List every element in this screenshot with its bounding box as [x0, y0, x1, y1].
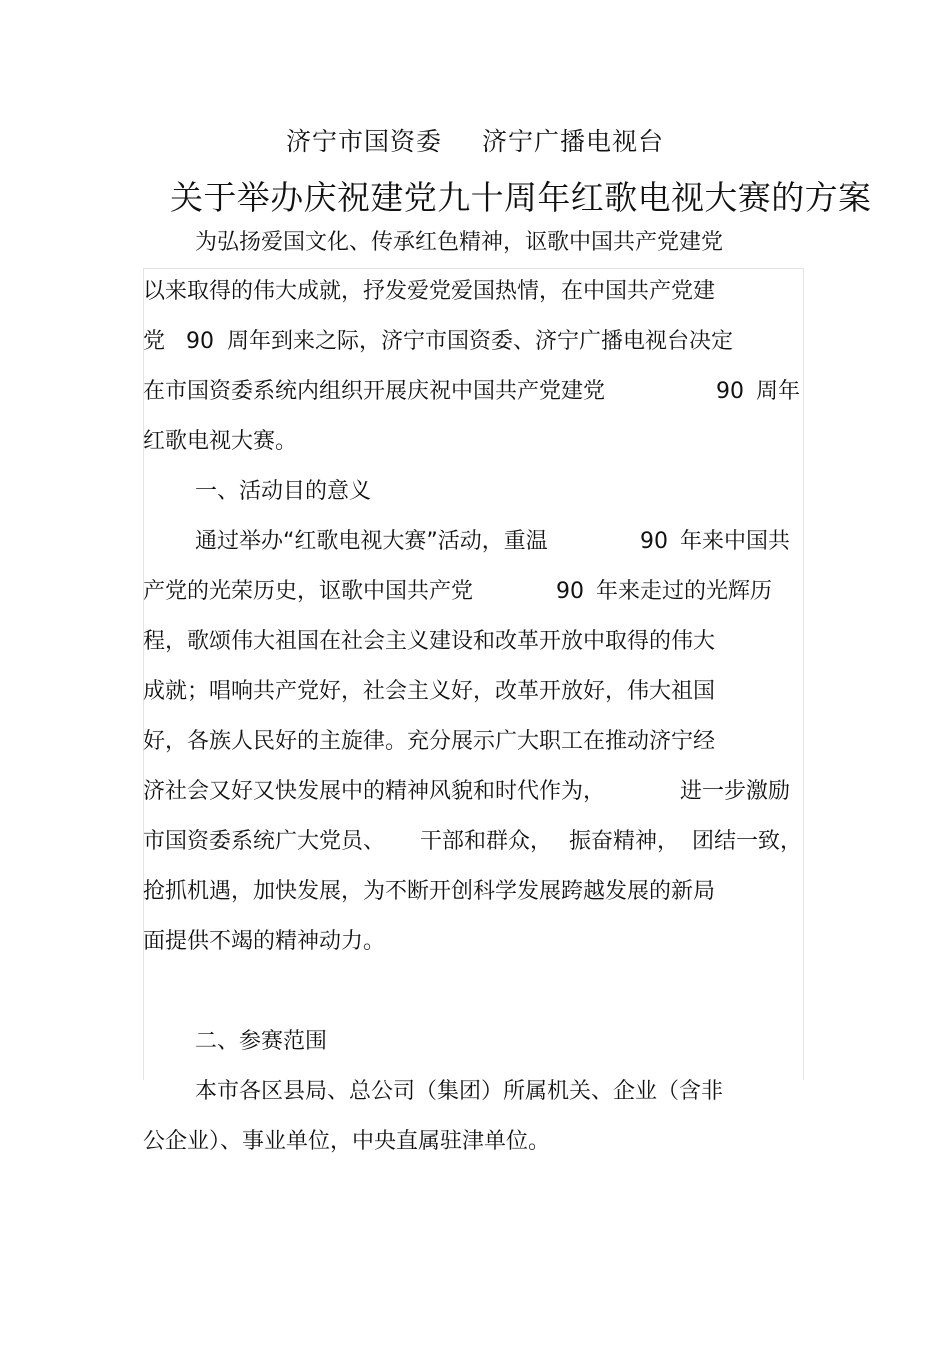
- section-1-line-2-a: 产党的光荣历史，讴歌中国共产党: [143, 579, 474, 604]
- intro-line-5: 红歌电视大赛。: [143, 429, 298, 454]
- section-1-line-3: 程，歌颂伟大祖国在社会主义建设和改革开放中取得的伟大: [143, 629, 716, 654]
- section-1-line-4: 成就；唱响共产党好，社会主义好，改革开放好，伟大祖国: [143, 679, 716, 704]
- intro-line-4-a: 在市国资委系统内组织开展庆祝中国共产党建党: [143, 379, 606, 404]
- section-2-line-1: 本市各区县局、总公司（集团）所属机关、企业（含非: [195, 1079, 724, 1104]
- org-name-1: 济宁市国资委: [285, 127, 442, 156]
- section-1-heading: 一、活动目的意义: [195, 479, 372, 504]
- intro-line-4-num: 90: [716, 379, 744, 404]
- header-organizations: [0, 122, 950, 158]
- section-1-line-2-c: 年来走过的光辉历: [596, 579, 773, 604]
- section-1-line-8: 抢抓机遇，加快发展，为不断开创科学发展跨越发展的新局: [143, 879, 716, 904]
- intro-line-3-num: 90: [186, 329, 215, 354]
- intro-line-3-c: 周年到来之际，济宁市国资委、济宁广播电视台决定: [227, 329, 734, 354]
- intro-line-2: 以来取得的伟大成就，抒发爱党爱国热情，在中国共产党建: [143, 279, 716, 304]
- intro-line-3-a: 党: [143, 329, 166, 354]
- section-2-line-2: 公企业）、事业单位，中央直属驻津单位。: [143, 1129, 551, 1154]
- section-1-line-7: [143, 827, 803, 857]
- section-1-line-5: 好，各族人民好的主旋律。充分展示广大职工在推动济宁经: [143, 729, 716, 754]
- section-1-line-7-b: 干部和群众，: [420, 829, 553, 854]
- section-1-line-2: [143, 577, 773, 607]
- section-1-line-1-c: 年来中国共: [680, 529, 791, 554]
- section-2-heading: 二、参赛范围: [195, 1029, 328, 1054]
- org-name-2: 济宁广播电视台: [482, 127, 665, 156]
- section-1-line-1-num: 90: [640, 529, 668, 554]
- section-1-line-1: [195, 527, 791, 557]
- intro-line-4-c: 周年: [756, 379, 801, 404]
- intro-line-4: [143, 377, 801, 407]
- section-1-line-7-c: 振奋精神，: [569, 829, 680, 854]
- intro-line-3: [143, 327, 733, 357]
- intro-line-1: 为弘扬爱国文化、传承红色精神，讴歌中国共产党建党: [195, 230, 724, 255]
- document-title: 关于举办庆祝建党九十周年红歌电视大赛的方案: [170, 178, 872, 217]
- section-1-line-6-a: 济社会又好又快发展中的精神风貌和时代作为，: [143, 779, 606, 804]
- section-1-line-6: [143, 777, 791, 807]
- section-1-line-2-num: 90: [556, 579, 584, 604]
- section-1-line-7-d: 团结一致，: [692, 829, 803, 854]
- section-1-line-1-a: 通过举办“红歌电视大赛”活动，重温: [195, 529, 548, 554]
- section-1-line-6-b: 进一步激励: [680, 779, 791, 804]
- section-1-line-7-a: 市国资委系统广大党员、: [143, 829, 386, 854]
- section-1-line-9: 面提供不竭的精神动力。: [143, 929, 386, 954]
